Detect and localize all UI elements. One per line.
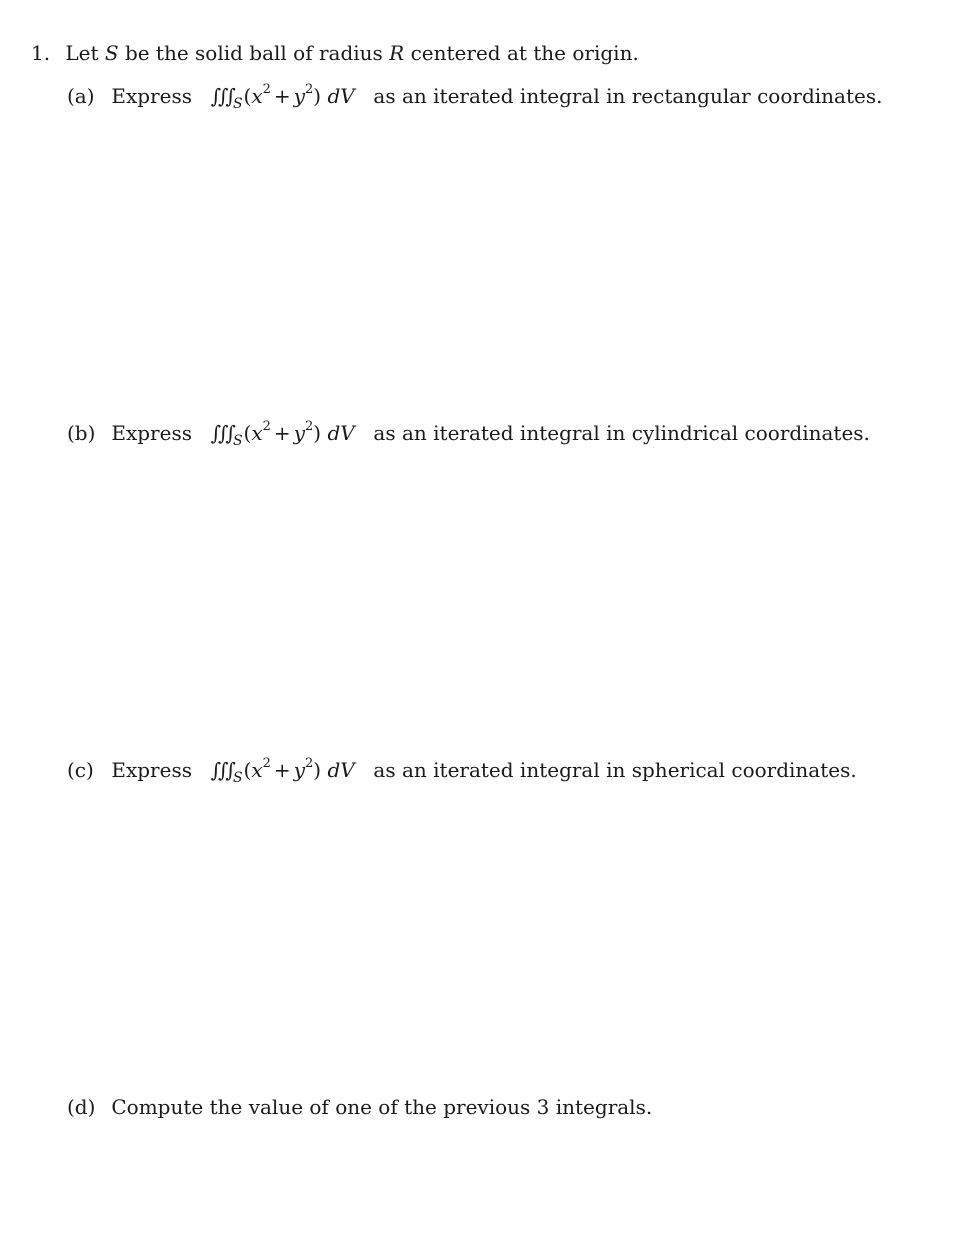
var-x: x	[251, 421, 263, 445]
plus-sign: +	[273, 84, 291, 108]
part-c-label: (c)	[67, 758, 94, 782]
triple-integral-sign: ∫∫∫	[210, 421, 233, 445]
problem-text-before: Let	[65, 41, 99, 65]
var-y: y	[293, 758, 305, 782]
integral-expression	[210, 756, 355, 786]
integral-expression	[210, 419, 355, 449]
part-b-verb: Express	[111, 421, 192, 445]
integral-region: S	[232, 96, 243, 112]
part-a	[67, 84, 882, 111]
close-paren: )	[313, 84, 322, 108]
problem-statement	[31, 41, 639, 65]
part-c-text: as an iterated integral in spherical coordinates.	[373, 758, 857, 782]
var-y: y	[293, 84, 305, 108]
part-d-label: (d)	[67, 1095, 96, 1119]
open-paren: (	[243, 84, 252, 108]
part-a-label: (a)	[67, 84, 95, 108]
differential: dV	[327, 84, 355, 108]
part-c-verb: Express	[111, 758, 192, 782]
differential: dV	[327, 758, 355, 782]
exponent-y: 2	[305, 756, 314, 772]
exponent-x: 2	[262, 82, 271, 98]
exponent-y: 2	[305, 82, 314, 98]
part-d-text: Compute the value of one of the previous 3 integrals.	[111, 1095, 653, 1119]
differential: dV	[327, 421, 355, 445]
integral-region: S	[232, 770, 243, 786]
var-y: y	[293, 421, 305, 445]
triple-integral-sign: ∫∫∫	[210, 84, 233, 108]
open-paren: (	[243, 421, 252, 445]
part-b-text: as an iterated integral in cylindrical coordinates.	[373, 421, 870, 445]
variable-s: S	[104, 41, 119, 65]
problem-text-after: centered at the origin.	[410, 41, 639, 65]
plus-sign: +	[273, 421, 291, 445]
part-a-text: as an iterated integral in rectangular coordinates.	[373, 84, 883, 108]
part-c	[67, 758, 857, 785]
part-a-verb: Express	[111, 84, 192, 108]
exponent-x: 2	[262, 756, 271, 772]
problem-text-middle: be the solid ball of radius	[124, 41, 383, 65]
close-paren: )	[313, 421, 322, 445]
problem-number: 1.	[31, 41, 51, 65]
close-paren: )	[313, 758, 322, 782]
part-d	[67, 1095, 652, 1119]
exponent-x: 2	[262, 419, 271, 435]
part-b-label: (b)	[67, 421, 96, 445]
integral-expression	[210, 82, 355, 112]
triple-integral-sign: ∫∫∫	[210, 758, 233, 782]
var-x: x	[251, 84, 263, 108]
exponent-y: 2	[305, 419, 314, 435]
plus-sign: +	[273, 758, 291, 782]
part-b	[67, 421, 870, 448]
open-paren: (	[243, 758, 252, 782]
integral-region: S	[232, 433, 243, 449]
var-x: x	[251, 758, 263, 782]
variable-r: R	[389, 41, 405, 65]
